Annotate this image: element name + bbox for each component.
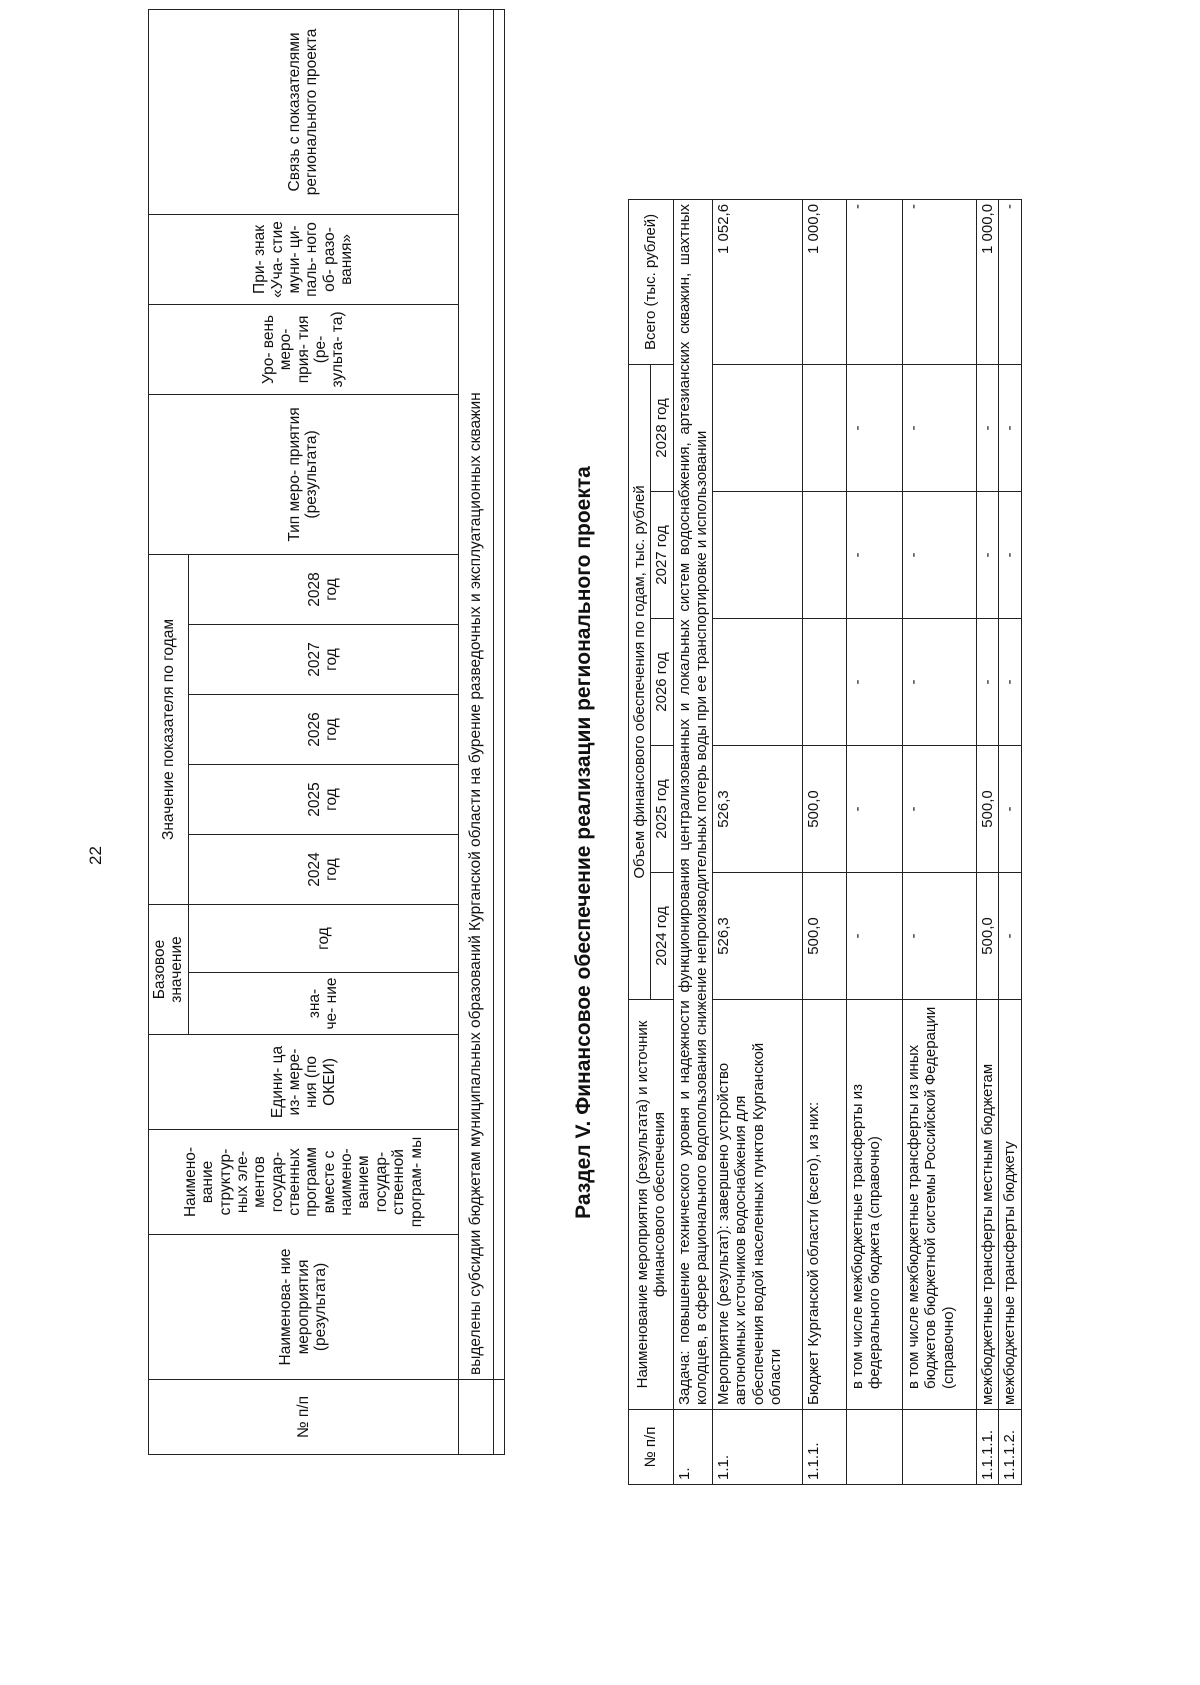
t2-row-name: Мероприятие (результат): завершено устройство автономных источников водоснабжения для обеспечения водой населенных пунктов Курганской области (713, 1000, 803, 1410)
t2-row-num: 1.1. (713, 1410, 803, 1485)
t2-row-num: 1.1.1.1. (977, 1410, 999, 1485)
t2-row-name: межбюджетные трансферты бюджету (999, 1000, 1021, 1410)
t2-cell-2027 (713, 492, 803, 619)
t2-cell-total: 1 000,0 (803, 199, 847, 364)
t1-header-num: № п/п (149, 1380, 459, 1455)
t2-cell-total: - (999, 199, 1021, 364)
t2-cell-2028: - (999, 364, 1021, 491)
t1-blank-cell-a (493, 1380, 504, 1455)
t2-cell-2026: - (847, 619, 903, 746)
t1-header-base-year: год (188, 904, 458, 972)
t2-cell-total: - (903, 199, 977, 364)
t2-header-name: Наименование мероприятия (результата) и источник финансового обеспечения (629, 1000, 674, 1410)
t1-blank-cell-b (493, 9, 504, 1379)
t2-cell-total: 1 000,0 (977, 199, 999, 364)
t2-cell-2024: - (999, 873, 1021, 1000)
t2-cell-2024: 500,0 (803, 873, 847, 1000)
t2-cell-2027: - (977, 492, 999, 619)
t2-header-total: Всего (тыс. рублей) (629, 199, 674, 364)
t1-header-type: Тип меро- приятия (результата) (149, 394, 459, 554)
t1-header-year-2027: 2027 год (188, 624, 458, 694)
t1-header-base-value: зна- че- ние (188, 973, 458, 1035)
t2-task-num: 1. (673, 1410, 713, 1485)
t2-cell-2027: - (903, 492, 977, 619)
t2-cell-2027: - (847, 492, 903, 619)
t2-header-volume: Объем финансового обеспечения по годам, тыс. рублей (629, 364, 651, 999)
financing-table (628, 199, 1022, 1485)
t2-cell-2026: - (977, 619, 999, 746)
t2-cell-2027: - (999, 492, 1021, 619)
t2-cell-2026: - (903, 619, 977, 746)
t1-header-struct: Наимено- вание структур- ных эле- ментов государ- ственных программ вместе с наимено- ванием государ- ственной програм- мы (149, 1130, 459, 1235)
t2-header-row-1 (629, 199, 651, 1484)
t1-header-sign: При- знак «Уча- стие муни- ци- паль- ного об- разо- вания» (149, 214, 459, 304)
t2-cell-2028: - (903, 364, 977, 491)
t1-header-link: Связь с показателями регионального проекта (149, 9, 459, 214)
t2-row-num: 1.1.1.2. (999, 1410, 1021, 1485)
t2-cell-total: 1 052,6 (713, 199, 803, 364)
t1-note-text: выделены субсидии бюджетам муниципальных образований Курганской области на бурение разведочных и эксплуатационных скважин (458, 9, 493, 1379)
t1-header-year-2026: 2026 год (188, 694, 458, 764)
t2-cell-2024: 526,3 (713, 873, 803, 1000)
t2-row-num (847, 1410, 903, 1485)
t2-cell-2025: - (847, 746, 903, 873)
table-row (903, 199, 977, 1484)
t2-row-name: Бюджет Курганской области (всего), из них: (803, 1000, 847, 1410)
t2-cell-2028 (713, 364, 803, 491)
t2-cell-2025: - (903, 746, 977, 873)
t1-header-year-2025: 2025 год (188, 764, 458, 834)
t2-cell-2028: - (847, 364, 903, 491)
t2-row-name: межбюджетные трансферты местным бюджетам (977, 1000, 999, 1410)
t2-header-year-2026: 2026 год (651, 619, 673, 746)
table-row (977, 199, 999, 1484)
t1-header-year-2024: 2024 год (188, 834, 458, 904)
t2-cell-2026: - (999, 619, 1021, 746)
t2-cell-total: - (847, 199, 903, 364)
t2-row-num: 1.1.1. (803, 1410, 847, 1485)
t1-header-base: Базовое значение (149, 904, 189, 1034)
t2-header-year-2027: 2027 год (651, 492, 673, 619)
t2-cell-2025: 526,3 (713, 746, 803, 873)
indicator-table (148, 9, 505, 1455)
section-title: Раздел V. Финансовое обеспечение реализации регионального проекта (572, 466, 595, 1219)
t2-header-num: № п/п (629, 1410, 674, 1485)
t1-note-row (458, 9, 493, 1454)
page-number: 22 (86, 846, 105, 865)
t2-cell-2025: - (999, 746, 1021, 873)
t1-header-unit: Едини- ца из- мере- ния (по ОКЕИ) (149, 1035, 459, 1130)
t2-row-name: в том числе межбюджетные трансферты из иных бюджетов бюджетной системы Российской Федерации (справочно) (903, 1000, 977, 1410)
table-row (847, 199, 903, 1484)
t2-cell-2025: 500,0 (977, 746, 999, 873)
t1-header-year-2028: 2028 год (188, 554, 458, 624)
table-row (803, 199, 847, 1484)
t2-cell-2024: 500,0 (977, 873, 999, 1000)
t2-cell-2024: - (847, 873, 903, 1000)
t2-cell-2026 (713, 619, 803, 746)
t1-header-row-1 (149, 9, 189, 1454)
t2-header-year-2025: 2025 год (651, 746, 673, 873)
t1-header-values-by-year: Значение показателя по годам (149, 554, 189, 904)
t2-header-year-2024: 2024 год (651, 873, 673, 1000)
t2-cell-2028 (803, 364, 847, 491)
t1-note-num-cell (458, 1380, 493, 1455)
t2-cell-2027 (803, 492, 847, 619)
t2-row-num (903, 1410, 977, 1485)
table-row (999, 199, 1021, 1484)
t2-header-year-2028: 2028 год (651, 364, 673, 491)
t1-header-level: Уро- вень меро- прия- тия (ре- зульта- та) (149, 304, 459, 394)
t2-cell-2024: - (903, 873, 977, 1000)
t2-cell-2026 (803, 619, 847, 746)
t2-cell-2028: - (977, 364, 999, 491)
t2-cell-2025: 500,0 (803, 746, 847, 873)
t2-task-text: Задача: повышение технического уровня и надежности функционирования централизованных и локальных систем водоснабжения, артезианских скважин, шахтных колодцев, в сфере рационального водопользования снижение непроизводительных потерь воды при ее транспортировке и использовании (673, 199, 713, 1409)
table-row (713, 199, 803, 1484)
t1-blank-row (493, 9, 504, 1454)
t2-task-row (673, 199, 713, 1484)
t2-row-name: в том числе межбюджетные трансферты из федерального бюджета (справочно) (847, 1000, 903, 1410)
t1-header-name: Наименова- ние мероприятия (результата) (149, 1235, 459, 1380)
